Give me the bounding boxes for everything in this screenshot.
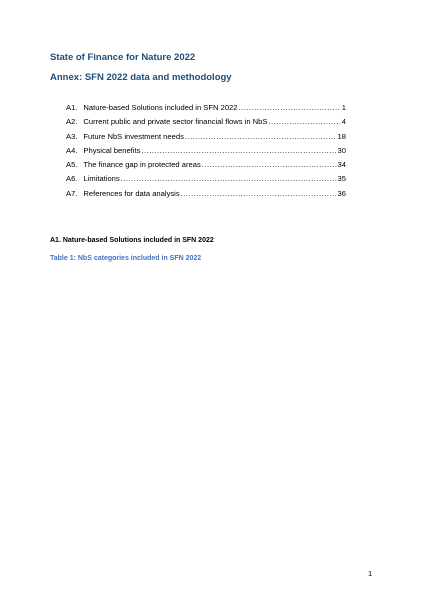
- toc-title: Future NbS investment needs: [83, 131, 184, 141]
- toc-entry-a3[interactable]: [66, 132, 346, 146]
- page-number: 1: [368, 569, 373, 578]
- toc-page: 1: [341, 103, 346, 112]
- toc-page: 34: [337, 160, 346, 170]
- toc-leader: [202, 160, 337, 169]
- table-caption: Table 1: NbS categories included in SFN 2022: [50, 255, 202, 262]
- toc-leader: [268, 117, 340, 126]
- toc-title: Limitations: [83, 174, 120, 184]
- toc-leader: [181, 189, 337, 198]
- toc-page: 36: [337, 188, 346, 198]
- toc-title: Physical benefits: [83, 145, 141, 155]
- toc-number: A4.: [66, 145, 78, 155]
- toc-entry-a4[interactable]: [66, 146, 346, 160]
- toc-page: 4: [341, 117, 346, 127]
- toc-number: A1.: [66, 103, 78, 112]
- section-heading: A1. Nature-based Solutions included in SFN 2022: [50, 237, 214, 244]
- toc-title: Current public and private sector financial flows in NbS: [83, 117, 268, 127]
- toc-title: References for data analysis: [83, 188, 180, 198]
- toc-leader: [141, 146, 336, 155]
- toc-entry-a7[interactable]: [66, 189, 346, 203]
- toc-entry-a2[interactable]: [66, 117, 346, 131]
- toc-page: 18: [337, 131, 346, 141]
- toc-leader: [185, 132, 337, 141]
- toc-entry-a5[interactable]: [66, 160, 346, 174]
- toc-leader: [238, 103, 340, 112]
- toc-page: 35: [337, 174, 346, 184]
- toc-entry-a1[interactable]: [66, 103, 346, 117]
- toc-page: 30: [337, 145, 346, 155]
- toc-number: A2.: [66, 117, 78, 127]
- toc-title: Nature-based Solutions included in SFN 2022: [83, 103, 238, 112]
- toc-entry-a6[interactable]: [66, 174, 346, 188]
- toc-leader: [121, 174, 337, 183]
- toc-number: A5.: [66, 160, 78, 170]
- toc-number: A6.: [66, 174, 78, 184]
- table-of-contents: [66, 103, 346, 203]
- toc-title: The finance gap in protected areas: [83, 160, 201, 170]
- document-subtitle: Annex: SFN 2022 data and methodology: [50, 72, 232, 83]
- toc-number: A7.: [66, 188, 78, 198]
- document-title: State of Finance for Nature 2022: [50, 52, 196, 63]
- toc-number: A3.: [66, 131, 78, 141]
